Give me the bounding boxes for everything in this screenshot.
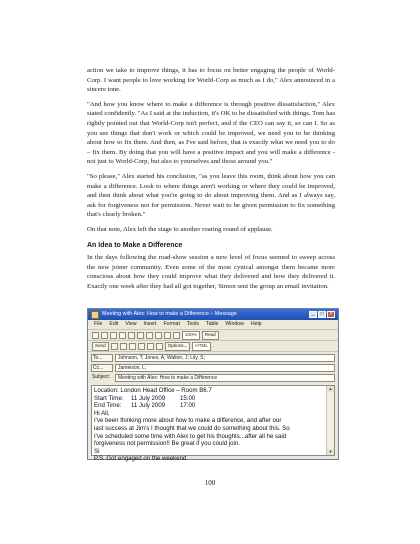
read-button[interactable]: Read bbox=[202, 331, 219, 340]
body-line: forgiveness not permission!! Be great if you could join. bbox=[94, 440, 240, 448]
cc-field[interactable]: Jamieson, L; bbox=[115, 364, 335, 372]
importance-icon[interactable] bbox=[138, 343, 145, 350]
paragraph-2: "And how you know where to make a difference is through positive dissatisfaction," Alex stated confidently. "As I said at the induction, it's OK to be dissatisfied with things. Tom has rightly pointed out that World-Corp isn't perfect, and if the CEO can say it, so can I. So as you see things that don't work or which could be improved, we need you to be thinking about how to fix them. And then, as I've said before, that is exactly what we need you to do – fix them. By doing that you will have a positive impact and you will make a difference - not just to World-Corp, but also to yourselves and those around you." bbox=[87, 100, 335, 166]
open-icon[interactable] bbox=[101, 332, 108, 339]
cc-button[interactable]: Cc... bbox=[91, 364, 113, 372]
body-start-time bbox=[94, 395, 325, 403]
formatting-toolbar bbox=[88, 330, 338, 341]
body-scrollbar[interactable] bbox=[326, 386, 334, 455]
body-line: P.S. Got engaged on the weekend bbox=[94, 455, 187, 463]
paragraph-3: "So please," Alex started his conclusion, "as you leave this room, think about how you can make a difference. Look to where things aren't working or where they could be improved, and then think about what you're going to do about improving them. And as I always say, ask for forgiveness not for permission. Never wait to be given permission to fix something that's clearly broken." bbox=[87, 172, 335, 219]
message-icon bbox=[91, 311, 99, 319]
scroll-down-icon[interactable]: ▼ bbox=[328, 449, 333, 454]
menu-view[interactable]: View bbox=[125, 321, 137, 327]
email-screenshot bbox=[87, 308, 339, 463]
menu-tools[interactable]: Tools bbox=[186, 321, 199, 327]
menu-window[interactable]: Window bbox=[225, 321, 244, 327]
body-line: Hi All, bbox=[94, 409, 110, 417]
start-time-value: 15:00 bbox=[180, 394, 196, 402]
maximize-icon[interactable]: □ bbox=[318, 311, 326, 318]
message-body[interactable] bbox=[91, 385, 335, 463]
email-title-bar bbox=[88, 309, 338, 320]
menu-table[interactable]: Table bbox=[206, 321, 219, 327]
page-number: 100 bbox=[204, 479, 216, 487]
save-icon[interactable] bbox=[110, 332, 117, 339]
paragraph-4: On that note, Alex left the stage to another roaring round of applause. bbox=[87, 225, 273, 233]
menu-insert[interactable]: Insert bbox=[143, 321, 157, 327]
address-book-icon[interactable] bbox=[120, 343, 127, 350]
new-document-icon[interactable] bbox=[92, 332, 99, 339]
menu-edit[interactable]: Edit bbox=[109, 321, 119, 327]
undo-icon[interactable] bbox=[164, 332, 171, 339]
message-toolbar bbox=[88, 341, 338, 352]
spellcheck-icon[interactable] bbox=[128, 332, 135, 339]
zoom-select[interactable]: 100% bbox=[182, 331, 200, 340]
body-line: I've scheduled some time with Alex to get his thoughts...after all he said bbox=[94, 432, 287, 440]
check-names-icon[interactable] bbox=[129, 343, 136, 350]
menu-help[interactable]: Help bbox=[250, 321, 262, 327]
email-window-title: Meeting with Alex: How to make a Difference – Message bbox=[102, 311, 237, 317]
body-line: Si bbox=[94, 447, 100, 455]
subject-row bbox=[91, 373, 335, 382]
print-icon[interactable] bbox=[119, 332, 126, 339]
cut-icon[interactable] bbox=[137, 332, 144, 339]
body-end-time bbox=[94, 402, 325, 410]
to-field[interactable]: Johnson, T; Jones, A; Walton, J; Lily, S; bbox=[115, 354, 335, 362]
subject-field[interactable]: Meeting with Alex: How to make a Difference bbox=[115, 374, 335, 382]
message-format-select[interactable]: HTML bbox=[192, 342, 211, 351]
options-button[interactable]: Options... bbox=[165, 342, 191, 351]
scroll-up-icon[interactable]: ▲ bbox=[328, 386, 333, 391]
copy-icon[interactable] bbox=[146, 332, 153, 339]
end-time-value: 17:00 bbox=[180, 402, 196, 410]
end-time-label: End Time: bbox=[94, 402, 122, 410]
body-location: Location: London Head Office – Room B6.7 bbox=[94, 387, 212, 394]
end-date-value: 11 July 2009 bbox=[131, 402, 166, 410]
attach-icon[interactable] bbox=[111, 343, 118, 350]
minimize-icon[interactable]: _ bbox=[309, 311, 317, 318]
subject-label: Subject: bbox=[92, 373, 111, 380]
table-icon[interactable] bbox=[173, 332, 180, 339]
start-time-label: Start Time: bbox=[94, 394, 124, 402]
to-button[interactable]: To... bbox=[91, 354, 113, 362]
send-button[interactable]: Send bbox=[92, 342, 109, 351]
start-date-value: 11 July 2009 bbox=[131, 394, 166, 402]
body-text bbox=[87, 66, 335, 296]
menu-file[interactable]: File bbox=[94, 321, 103, 327]
body-line: last success at Jim's I thought that we could do something about this. So bbox=[94, 424, 290, 432]
section-heading: An Idea to Make a Difference bbox=[87, 241, 183, 249]
body-line: I've been thinking more about how to make a difference, and after our bbox=[94, 417, 282, 425]
paragraph-5: In the days following the road-show session a new level of focus seemed to sweep across the new joiner community. Even some of the most cynical amongst them became more conscious about how they could improve what they delivered and how they delivered it. Exactly one week after they had all got together, Simon sent the group an email invitation. bbox=[87, 254, 335, 290]
paragraph-1: action we take to improve things, it has to focus on better engaging the people of World-Corp. I want people to love working for World-Corp as much as I do," Alex announced in a sincere tone. bbox=[87, 67, 335, 94]
cc-row bbox=[91, 363, 335, 372]
email-menu-bar bbox=[88, 320, 338, 330]
signature-icon[interactable] bbox=[156, 343, 163, 350]
close-icon[interactable]: × bbox=[327, 311, 335, 318]
flag-icon[interactable] bbox=[147, 343, 154, 350]
to-row bbox=[91, 353, 335, 362]
paste-icon[interactable] bbox=[155, 332, 162, 339]
menu-format[interactable]: Format bbox=[163, 321, 180, 327]
